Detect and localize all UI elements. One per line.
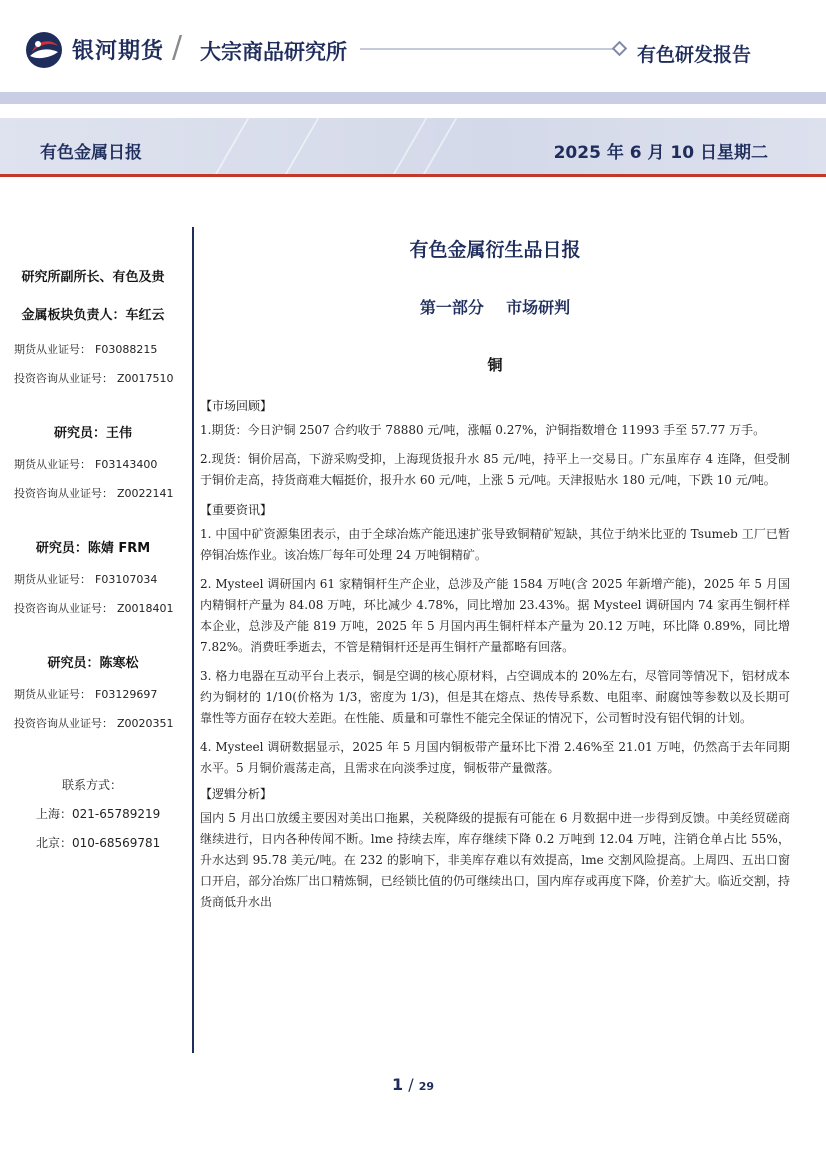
advisory-license: 投资咨询从业证号： Z0017510 [14,372,174,385]
report-type: 有色研发报告 [637,44,752,66]
main-content [200,227,790,913]
news-paragraph: 1. 中国中矿资源集团表示，由于全球冶炼产能迅速扩张导致铜精矿短缺，其位于纳米比亚的 Tsumeb 工厂已暂停铜冶炼作业。该冶炼厂每年可处理 24 万吨铜精矿。 [200,527,790,562]
banner-title: 有色金属日报 [40,143,142,163]
column-divider [192,227,194,1053]
metal-title: 铜 [487,356,503,374]
researcher-name: 研究员：陈寒松 [47,656,139,671]
section-tag-review: 【市场回顾】 [200,399,273,413]
banner-accent-line [0,174,826,177]
institute-name: 大宗商品研究所 [200,40,347,64]
lead-title-line1: 研究所副所长、有色及贵 [21,270,165,285]
contact-beijing: 北京：010-68569781 [36,836,161,850]
lead-author [0,265,186,387]
page-footer [0,1075,826,1094]
galaxy-futures-logo-icon [24,30,64,70]
researcher [0,421,186,502]
part-title: 第一部分 市场研判 [419,298,571,317]
researcher [0,651,186,732]
section-tag-news: 【重要资讯】 [200,503,273,517]
futures-license: 期货从业证号： F03088215 [14,343,158,356]
contact-info [0,776,186,851]
diamond-icon [612,41,628,57]
document-title: 有色金属衍生品日报 [409,239,581,261]
lead-title-line2: 金属板块负责人：车红云 [21,308,165,323]
researcher-name: 研究员：王伟 [53,426,132,441]
review-paragraph: 1.期货：今日沪铜 2507 合约收于 78880 元/吨，涨幅 0.27%，沪铜指数增仓 11993 手至 57.77 万手。 [200,423,766,437]
futures-license: 期货从业证号： F03107034 [14,573,158,586]
brand-separator: / [172,30,183,65]
page-current: 1 [391,1075,404,1094]
news-paragraph: 4. Mysteel 调研数据显示，2025 年 5 月国内铜板带产量环比下滑 2.46%至 21.01 万吨，仍然高于去年同期水平。5 月铜价震荡走高，且需求在向淡季过度，铜板带产量微落。 [200,740,790,775]
author-sidebar [0,262,186,851]
header-rule [360,48,616,50]
contact-label: 联系方式： [62,778,123,792]
contact-shanghai: 上海：021-65789219 [36,807,161,821]
header-band [0,92,826,104]
futures-license: 期货从业证号： F03129697 [14,688,158,701]
advisory-license: 投资咨询从业证号： Z0018401 [14,602,174,615]
page-separator: / [408,1075,414,1094]
review-paragraph: 2.现货：铜价居高，下游采购受抑，上海现货报升水 85 元/吨，持平上一交易日。广东虽库存 4 连降，但受制于铜价走高，持货商难大幅挺价，报升水 60 元/吨，上涨 5 元/吨。天津报贴水 180 元/吨，下跌 10 元/吨。 [200,452,790,487]
advisory-license: 投资咨询从业证号： Z0022141 [14,487,174,500]
brand-name: 银河期货 [72,39,165,64]
futures-license: 期货从业证号： F03143400 [14,458,158,471]
banner-date: 2025 年 6 月 10 日星期二 [553,143,768,163]
advisory-license: 投资咨询从业证号： Z0020351 [14,717,174,730]
news-paragraph: 2. Mysteel 调研国内 61 家精铜杆生产企业，总涉及产能 1584 万吨(含 2025 年新增产能)，2025 年 5 月国内精铜杆产量为 84.08 万吨，环比减少 4.78%，同比增加 23.43%。据 Mysteel 调研国内 74 家再生铜杆样本企业，总涉及产能 819 万吨，2025 年 5 月国内再生铜杆样本产量为 20.12 万吨，环比降 0.89%，同比增 7.82%。消费旺季逝去，不管是精铜杆还是再生铜杆产量都略有回落。 [200,577,790,654]
logic-paragraph: 国内 5 月出口放缓主要因对美出口拖累，关税降级的提振有可能在 6 月数据中进一步得到反馈。中美经贸磋商继续进行，日内各种传闻不断。lme 持续去库，库存继续下降 0.2 万吨到 12.04 万吨，注销仓单占比 55%，升水达到 95.78 美元/吨。在 232 的影响下，非美库存难以有效提高，lme 交割风险提高。上周四、五出口窗口开启，部分冶炼厂出口精炼铜，已经锁比值的仍可继续出口，国内库存或再度下降，价差扩大。临近交割，持货商低升水出 [200,811,790,909]
section-tag-logic: 【逻辑分析】 [200,787,273,801]
news-paragraph: 3. 格力电器在互动平台上表示，铜是空调的核心原材料，占空调成本的 20%左右，尽管同等情况下，铝材成本约为铜材的 1/10(价格为 1/3，密度为 1/3)，但是其在熔点、热传导系数、电阻率、耐腐蚀等参数以及长期可靠性等方面存在较大差距。在性能、质量和可靠性不能完全保证的情况下，公司暂时没有铝代铜的计划。 [200,669,790,725]
researcher-name: 研究员：陈婧 FRM [35,541,151,556]
title-banner [0,118,826,174]
researcher [0,536,186,617]
report-header [0,0,826,92]
page-total: 29 [418,1080,435,1093]
